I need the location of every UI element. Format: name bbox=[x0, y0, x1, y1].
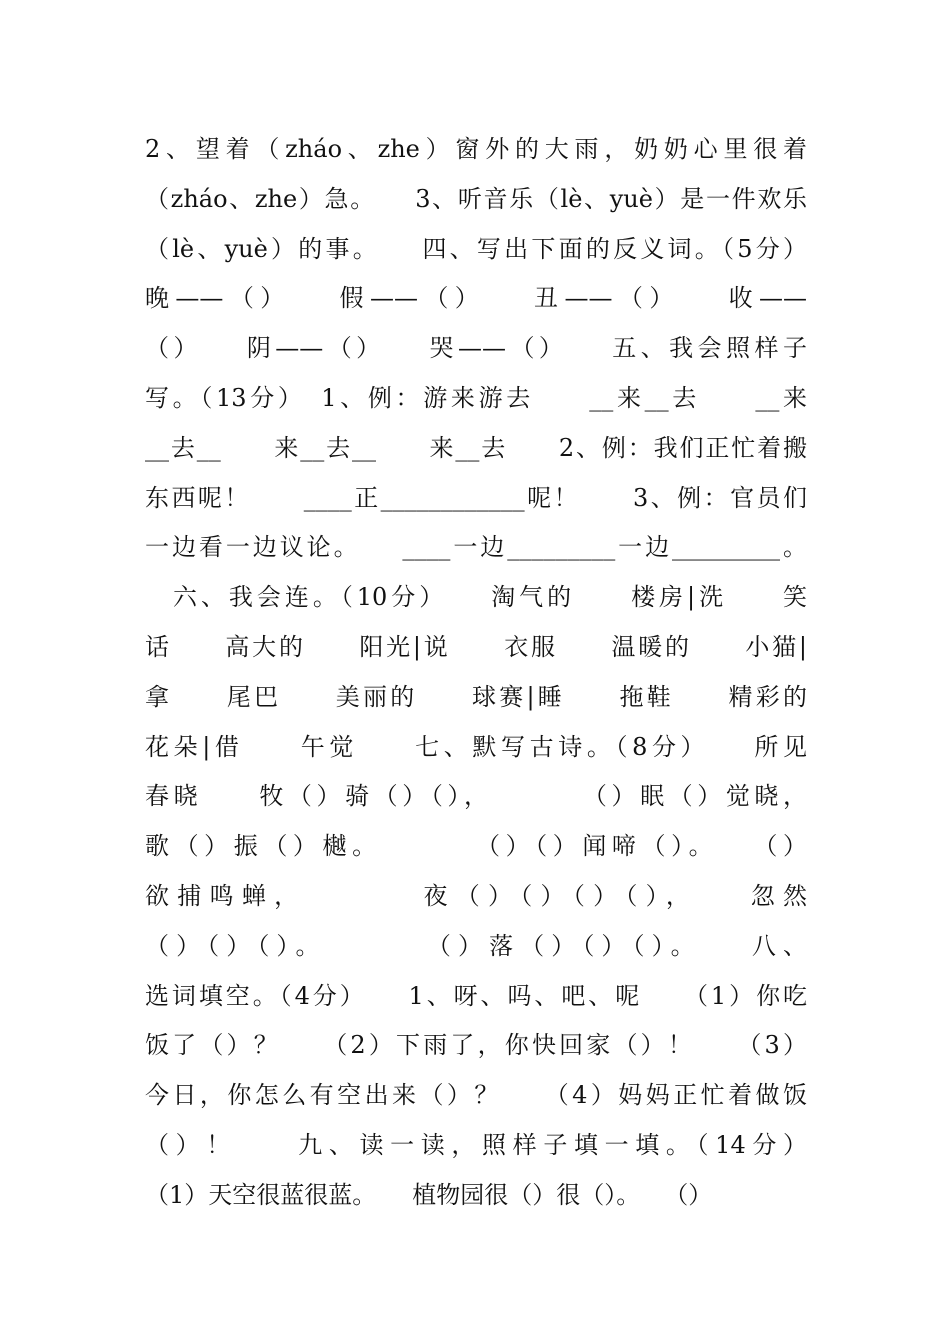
text-line-14: 春晓 牧（）骑（）（）， （）眠（）觉晓， bbox=[145, 782, 807, 811]
text-line-22: （1）天空很蓝很蓝。 植物园很（）很（）。 （） bbox=[145, 1180, 713, 1209]
text-line-11: 话 高大的 阳光|说 衣服 温暖的 小猫| bbox=[145, 632, 807, 661]
text-line-3: （lè、yuè）的事。 四、写出下面的反义词。（5分） bbox=[145, 234, 807, 263]
text-line-15: 歌（）振（）樾。 （）（）闻啼（）。 （） bbox=[145, 832, 807, 861]
text-line-10: 六、我会连。（10分） 淘气的 楼房|洗 笑 bbox=[145, 583, 807, 612]
text-line-21: （）！ 九、读一读，照样子填一填。（14分） bbox=[145, 1130, 807, 1159]
exercise-text-block bbox=[145, 125, 807, 1221]
text-line-8: 东西呢！ ____正____________呢！ 3、例：官员们 bbox=[145, 483, 807, 512]
text-line-19: 饭了（）？ （2）下雨了，你快回家（）！ （3） bbox=[145, 1031, 807, 1060]
text-line-2: （zháo、zhe）急。 3、听音乐（lè、yuè）是一件欢乐 bbox=[145, 184, 807, 213]
text-line-13: 花朵|借 午觉 七、默写古诗。（8分） 所见 bbox=[145, 732, 807, 761]
text-line-6: 写。（13分） 1、例：游来游去 __来__去 __来 bbox=[145, 383, 807, 412]
text-line-4: 晚——（） 假——（） 丑——（） 收—— bbox=[145, 284, 807, 313]
text-line-17: （）（）（）。 （）落（）（）（）。 八、 bbox=[145, 931, 807, 960]
text-line-7: __去__ 来__去__ 来__去 2、例：我们正忙着搬 bbox=[145, 433, 807, 462]
text-line-1: 2、望着（zháo、zhe）窗外的大雨，奶奶心里很着 bbox=[145, 135, 807, 163]
text-line-5: （） 阴——（） 哭——（） 五、我会照样子 bbox=[145, 334, 807, 363]
text-line-20: 今日，你怎么有空出来（）？ （4）妈妈正忙着做饭 bbox=[145, 1081, 807, 1110]
text-line-16: 欲捕鸣蝉， 夜（）（）（）（）， 忽然 bbox=[145, 881, 807, 910]
text-line-12: 拿 尾巴 美丽的 球赛|睡 拖鞋 精彩的 bbox=[145, 682, 807, 711]
text-line-9: 一边看一边议论。 ____一边_________一边_________。 bbox=[145, 533, 807, 562]
text-line-18: 选词填空。（4分） 1、呀、吗、吧、呢 （1）你吃 bbox=[145, 981, 807, 1010]
